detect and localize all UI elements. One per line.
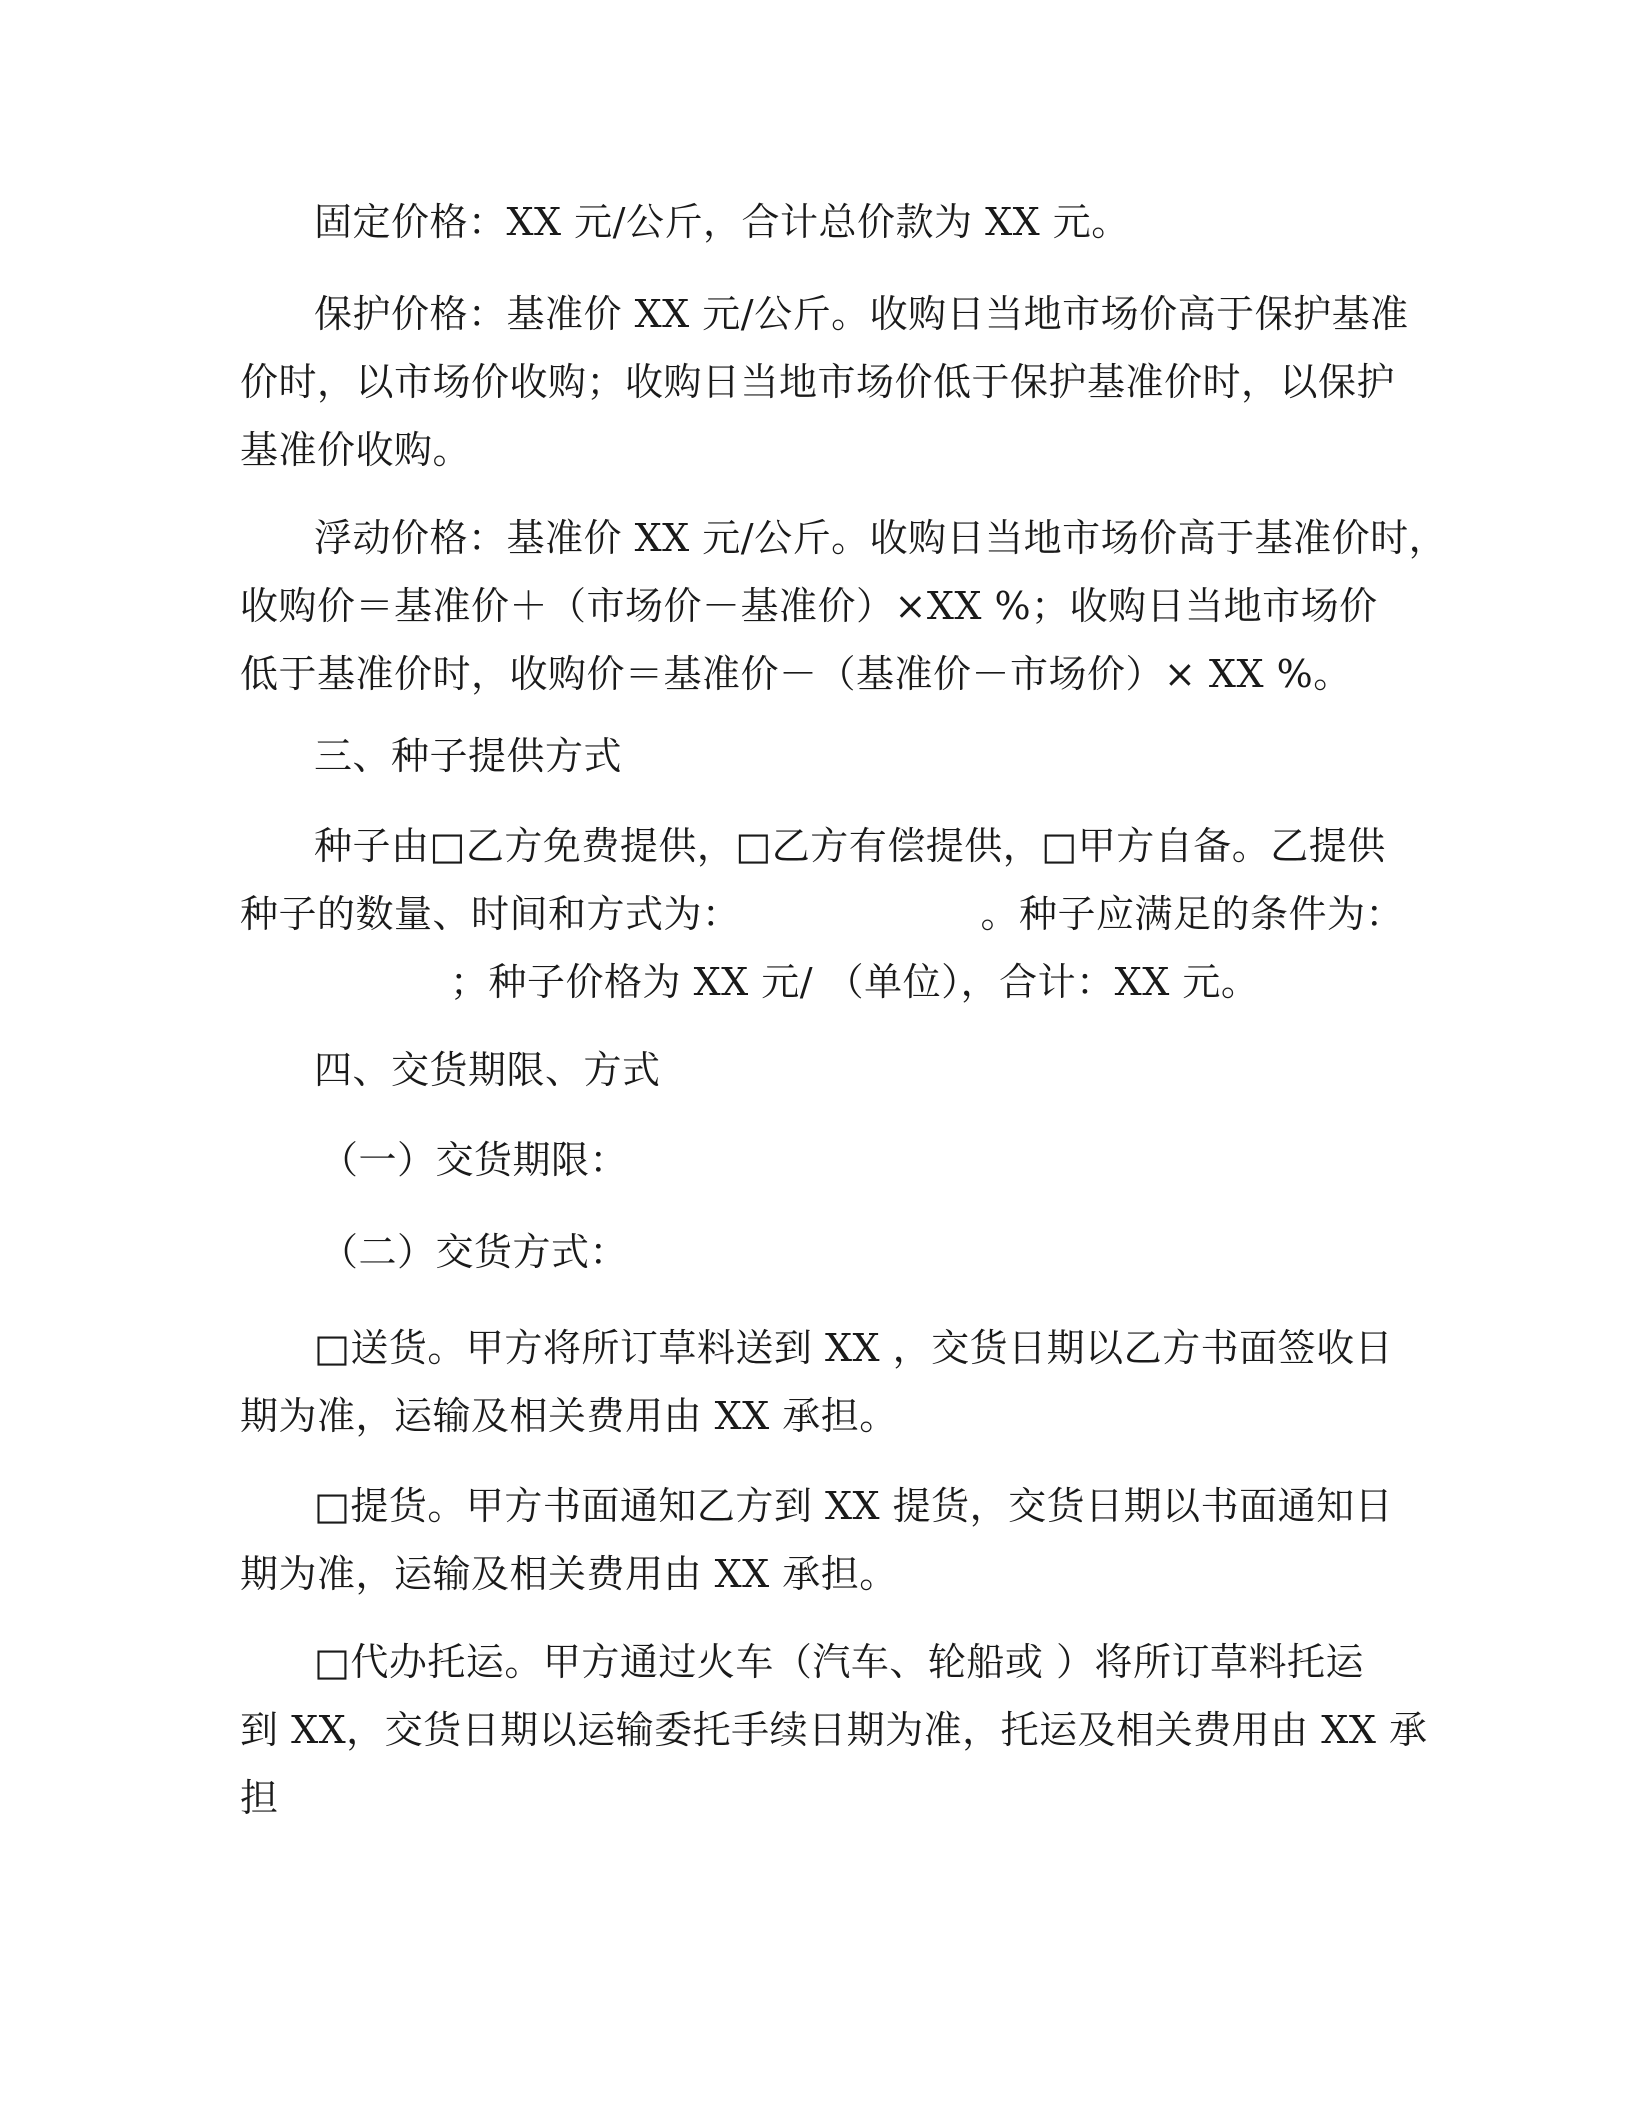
text-segment: 种子的数量、时间和方式为： [240,892,741,936]
text-line: 期为准，运输及相关费用由 XX 承担。 [240,1552,898,1596]
section-heading-delivery [240,1036,1390,1104]
text-line: 浮动价格：基准价 XX 元/公斤。收购日当地市场价高于基准价时， [314,516,1448,560]
text-line: 基准价收购。 [240,428,472,472]
text-line [240,948,1390,1016]
paragraph-protected-price [240,280,1409,484]
paragraph-floating-price [240,504,1448,708]
text-segment: ；种子价格为 XX 元/ （单位），合计：XX 元。 [450,960,1260,1004]
text-line: 到 XX，交货日期以运输委托手续日期为准，托运及相关费用由 XX 承 [240,1708,1428,1752]
text-segment: 。种子应满足的条件为： [980,892,1405,936]
text-line: 收购价＝基准价＋（市场价－基准价）×XX %；收购日当地市场价 [240,584,1378,628]
paragraph-option-consign [240,1628,1428,1832]
text-line: □送货。甲方将所订草料送到 XX ，交货日期以乙方书面签收日 [314,1326,1394,1370]
paragraph-option-deliver [240,1314,1394,1450]
text-line: 固定价格：XX 元/公斤，合计总价款为 XX 元。 [314,200,1130,244]
text-line: □提货。甲方书面通知乙方到 XX 提货，交货日期以书面通知日 [314,1484,1394,1528]
section-heading-seed-supply [240,722,1390,790]
text-line: 保护价格：基准价 XX 元/公斤。收购日当地市场价高于保护基准 [314,292,1409,336]
text-line: 担 [240,1776,279,1820]
paragraph-fixed-price [240,188,1390,256]
text-line: 价时，以市场价收购；收购日当地市场价低于保护基准价时，以保护 [240,360,1396,404]
paragraph-option-pickup [240,1472,1394,1608]
text-line: 种子由□乙方免费提供，□乙方有偿提供，□甲方自备。乙提供 [314,824,1386,868]
text-line: （二）交货方式： [320,1230,629,1274]
text-line: □代办托运。甲方通过火车（汽车、轮船或 ）将所订草料托运 [314,1640,1364,1684]
paragraph-delivery-method [240,1218,1390,1286]
paragraph-seed-supply [240,812,1405,1016]
text-line: 低于基准价时，收购价＝基准价－（基准价－市场价）× XX %。 [240,652,1352,696]
text-line: 期为准，运输及相关费用由 XX 承担。 [240,1394,898,1438]
paragraph-delivery-term [240,1126,1390,1194]
text-line: （一）交货期限： [320,1138,629,1182]
text-line [240,880,1405,948]
heading-text: 四、交货期限、方式 [314,1048,661,1092]
heading-text: 三、种子提供方式 [314,734,623,778]
